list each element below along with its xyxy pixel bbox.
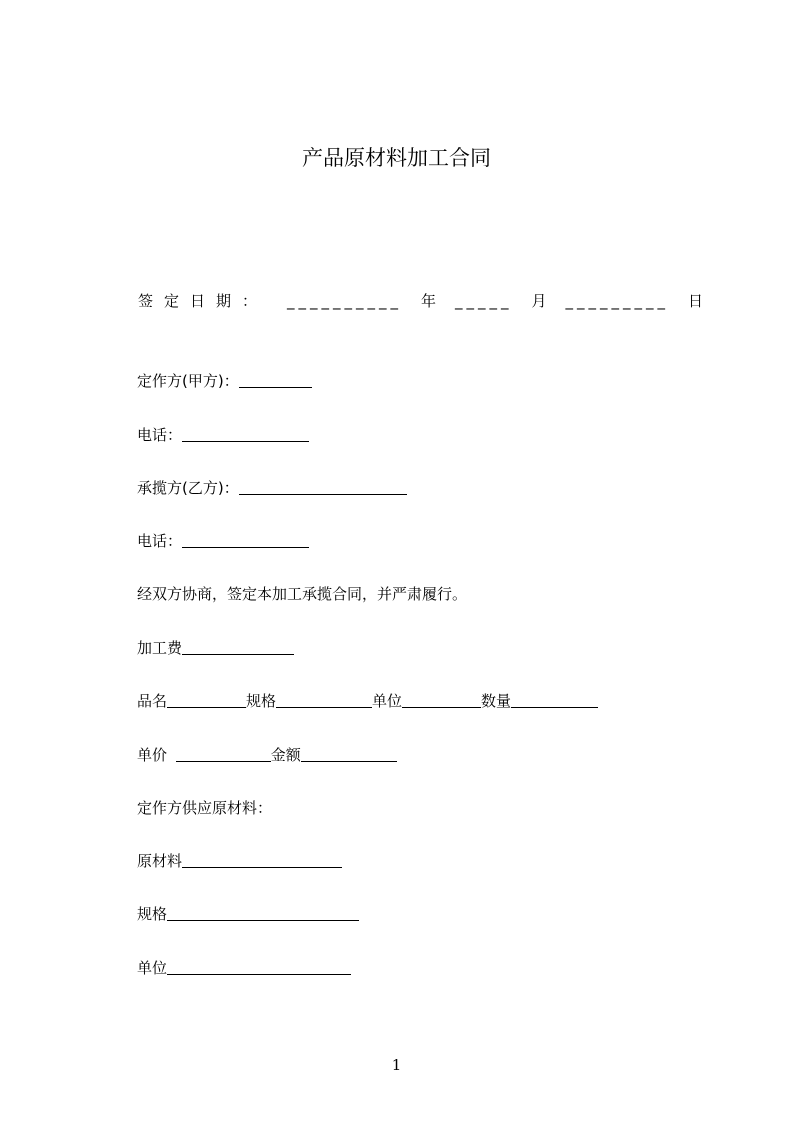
party-b-phone-line <box>137 531 309 551</box>
amount-label: 金额 <box>270 746 301 764</box>
unit-blank[interactable] <box>402 692 481 708</box>
party-a-phone-blank[interactable] <box>182 426 309 442</box>
sign-date-label: 签定日期： <box>138 292 269 310</box>
agreement-text: 经双方协商，签定本加工承揽合同，并严肃履行。 <box>137 585 468 603</box>
month-blank: _____ <box>454 292 513 310</box>
material-spec-line <box>137 904 359 924</box>
party-b-blank[interactable] <box>239 479 407 495</box>
processing-fee-blank[interactable] <box>182 639 294 655</box>
material-unit-blank[interactable] <box>167 959 351 975</box>
year-blank: __________ <box>287 292 402 310</box>
material-spec-blank[interactable] <box>167 905 359 921</box>
unit-label: 单位 <box>372 692 403 710</box>
material-blank[interactable] <box>182 852 342 868</box>
amount-blank[interactable] <box>301 746 397 762</box>
material-unit-label: 单位 <box>137 959 168 977</box>
quantity-label: 数量 <box>481 692 512 710</box>
party-a-phone-line <box>137 425 309 445</box>
day-blank: _________ <box>565 292 669 310</box>
material-line <box>137 851 342 871</box>
product-name-blank[interactable] <box>167 692 246 708</box>
sign-date-line <box>138 290 703 311</box>
party-b-phone-label: 电话： <box>137 532 183 550</box>
party-a-blank[interactable] <box>239 372 312 388</box>
material-spec-label: 规格 <box>137 905 168 923</box>
material-label: 原材料 <box>137 852 183 870</box>
unit-price-blank[interactable] <box>176 746 271 762</box>
document-title: 产品原材料加工合同 <box>302 146 491 170</box>
materials-heading: 定作方供应原材料： <box>137 799 273 817</box>
quantity-blank[interactable] <box>511 692 598 708</box>
processing-fee-line <box>137 638 294 658</box>
material-unit-line <box>137 958 351 978</box>
party-b-line <box>137 478 407 498</box>
month-label: 月 <box>531 292 547 310</box>
product-line <box>137 691 598 711</box>
day-label: 日 <box>687 292 703 310</box>
party-a-phone-label: 电话： <box>137 426 183 444</box>
spec-label: 规格 <box>246 692 277 710</box>
processing-fee-label: 加工费 <box>137 639 183 657</box>
year-label: 年 <box>420 292 436 310</box>
page-number: 1 <box>391 1056 402 1074</box>
spec-blank[interactable] <box>276 692 372 708</box>
party-b-label: 承揽方(乙方)： <box>137 479 239 497</box>
price-line <box>137 745 397 765</box>
product-name-label: 品名 <box>137 692 168 710</box>
party-b-phone-blank[interactable] <box>182 532 309 548</box>
party-a-line <box>137 371 312 391</box>
party-a-label: 定作方(甲方)： <box>137 372 239 390</box>
unit-price-label: 单价 <box>137 746 172 764</box>
